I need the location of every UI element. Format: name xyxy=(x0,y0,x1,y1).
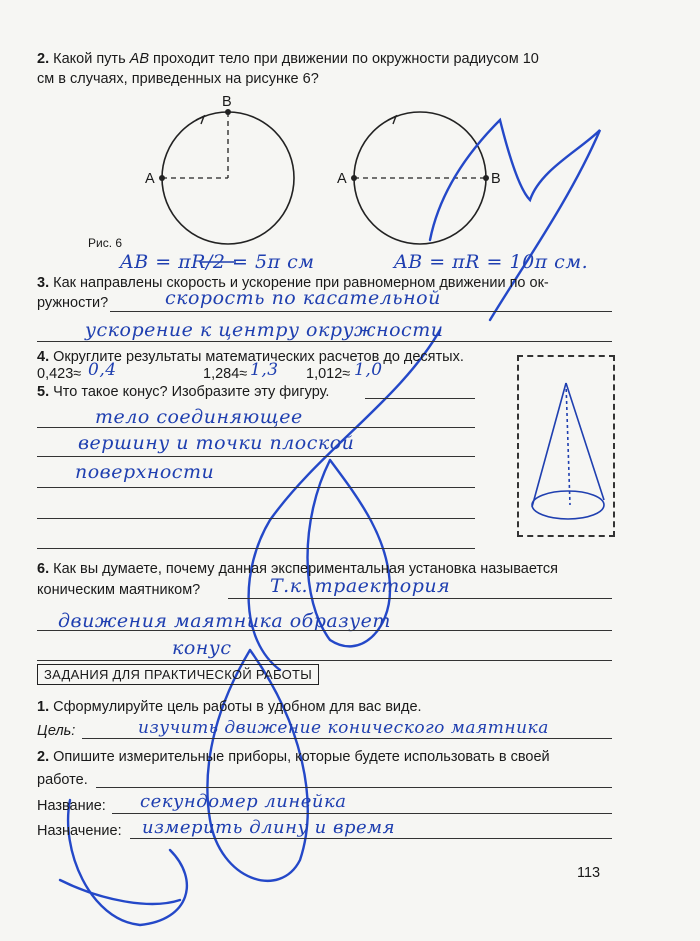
q4-item-3-given: 1,012≈ xyxy=(306,366,351,382)
q2-text-a: Какой путь xyxy=(53,51,130,67)
q5-text: Что такое конус? Изобразите эту фигуру. xyxy=(53,384,330,400)
q5-answer-2: вершину и точки плоской xyxy=(78,432,355,454)
q5-line-1 xyxy=(37,427,475,428)
q5-line-5 xyxy=(37,548,475,549)
q2-line1 xyxy=(37,50,539,68)
q5-line-4 xyxy=(37,518,475,519)
practical-header: ЗАДАНИЯ ДЛЯ ПРАКТИЧЕСКОЙ РАБОТЫ xyxy=(37,664,319,685)
q3-answer-2: ускорение к центру окружности xyxy=(85,319,444,341)
q4-item-2-answer: 1,3 xyxy=(250,360,279,380)
q3-number: 3. xyxy=(37,275,50,291)
arrow-right-circle xyxy=(388,116,396,124)
task1-text: Сформулируйте цель работы в удобном для вас виде. xyxy=(53,699,422,715)
label-b-left: B xyxy=(222,94,232,110)
q6-line-c xyxy=(37,660,612,661)
q3-text: Как направлены скорость и ускорение при равномерном движении по ок- xyxy=(53,275,549,291)
q6-text: Как вы думаете, почему данная экспериментальная установка называется xyxy=(53,561,558,577)
q6-line-a xyxy=(228,598,612,599)
task2-line2: работе. xyxy=(37,772,88,788)
name-line xyxy=(112,813,612,814)
q2-number: 2. xyxy=(37,51,50,67)
q5-line-3 xyxy=(37,487,475,488)
label-b-right: B xyxy=(491,171,501,187)
task2-line1 xyxy=(37,748,550,766)
page-number: 113 xyxy=(577,865,601,881)
q5-line-0 xyxy=(365,398,475,399)
goal-answer: изучить движение конического маятника xyxy=(138,718,549,738)
purpose-line xyxy=(130,838,612,839)
q2-answer-left: AB = πR/2 = 5π см xyxy=(120,251,315,273)
task2-text: Опишите измерительные приборы, которые будете использовать в своей xyxy=(53,749,550,765)
cone-drawing-box xyxy=(517,355,615,537)
q4-number: 4. xyxy=(37,349,50,365)
q5-line xyxy=(37,383,329,401)
q4-item-1-given: 0,423≈ xyxy=(37,366,82,382)
point-b-right xyxy=(483,175,489,181)
q5-line-2 xyxy=(37,456,475,457)
q6-line-b xyxy=(37,630,612,631)
q5-number: 5. xyxy=(37,384,50,400)
q3-line2: ружности? xyxy=(37,295,109,311)
goal-line xyxy=(82,738,612,739)
purpose-label: Назначение: xyxy=(37,823,122,839)
point-a-left xyxy=(159,175,165,181)
q3-answer-1: скорость по касательной xyxy=(165,287,441,309)
label-a-left: A xyxy=(145,171,155,187)
name-label: Название: xyxy=(37,798,106,814)
q4-item-2-given: 1,284≈ xyxy=(203,366,248,382)
q4-item-3-answer: 1,0 xyxy=(354,360,383,380)
task1-line xyxy=(37,698,422,716)
q2-line2: см в случаях, приведенных на рисунке 6? xyxy=(37,71,319,87)
q5-answer-1: тело соединяющее xyxy=(95,406,303,428)
q6-answer-2: движения маятника образует xyxy=(58,610,391,632)
task2-line xyxy=(96,787,612,788)
purpose-answer: измерить длину и время xyxy=(142,817,395,838)
q4-text: Округлите результаты математических расчетов до десятых. xyxy=(53,349,464,365)
q2-answer-right: AB = πR = 10π см. xyxy=(394,251,589,273)
q6-answer-1: Т.к. траектория xyxy=(270,575,451,597)
q5-answer-3: поверхности xyxy=(75,461,215,483)
figure-caption: Рис. 6 xyxy=(88,236,123,250)
q4-item-1-answer: 0,4 xyxy=(88,360,117,380)
q3-answer-line-1 xyxy=(110,311,612,312)
task1-number: 1. xyxy=(37,699,50,715)
q2-ab: AB xyxy=(129,51,150,67)
q6-line2: коническим маятником? xyxy=(37,582,201,598)
q6-answer-3: конус xyxy=(172,637,232,659)
q6-number: 6. xyxy=(37,561,50,577)
q2-text-b: проходит тело при движении по окружности радиусом 10 xyxy=(149,51,539,67)
label-a-right: A xyxy=(337,171,347,187)
point-a-right xyxy=(351,175,357,181)
task2-number: 2. xyxy=(37,749,50,765)
name-answer: секундомер линейка xyxy=(140,791,347,812)
goal-label: Цель: xyxy=(37,723,76,739)
q3-answer-line-2 xyxy=(37,341,612,342)
arrow-left-circle xyxy=(196,116,204,124)
